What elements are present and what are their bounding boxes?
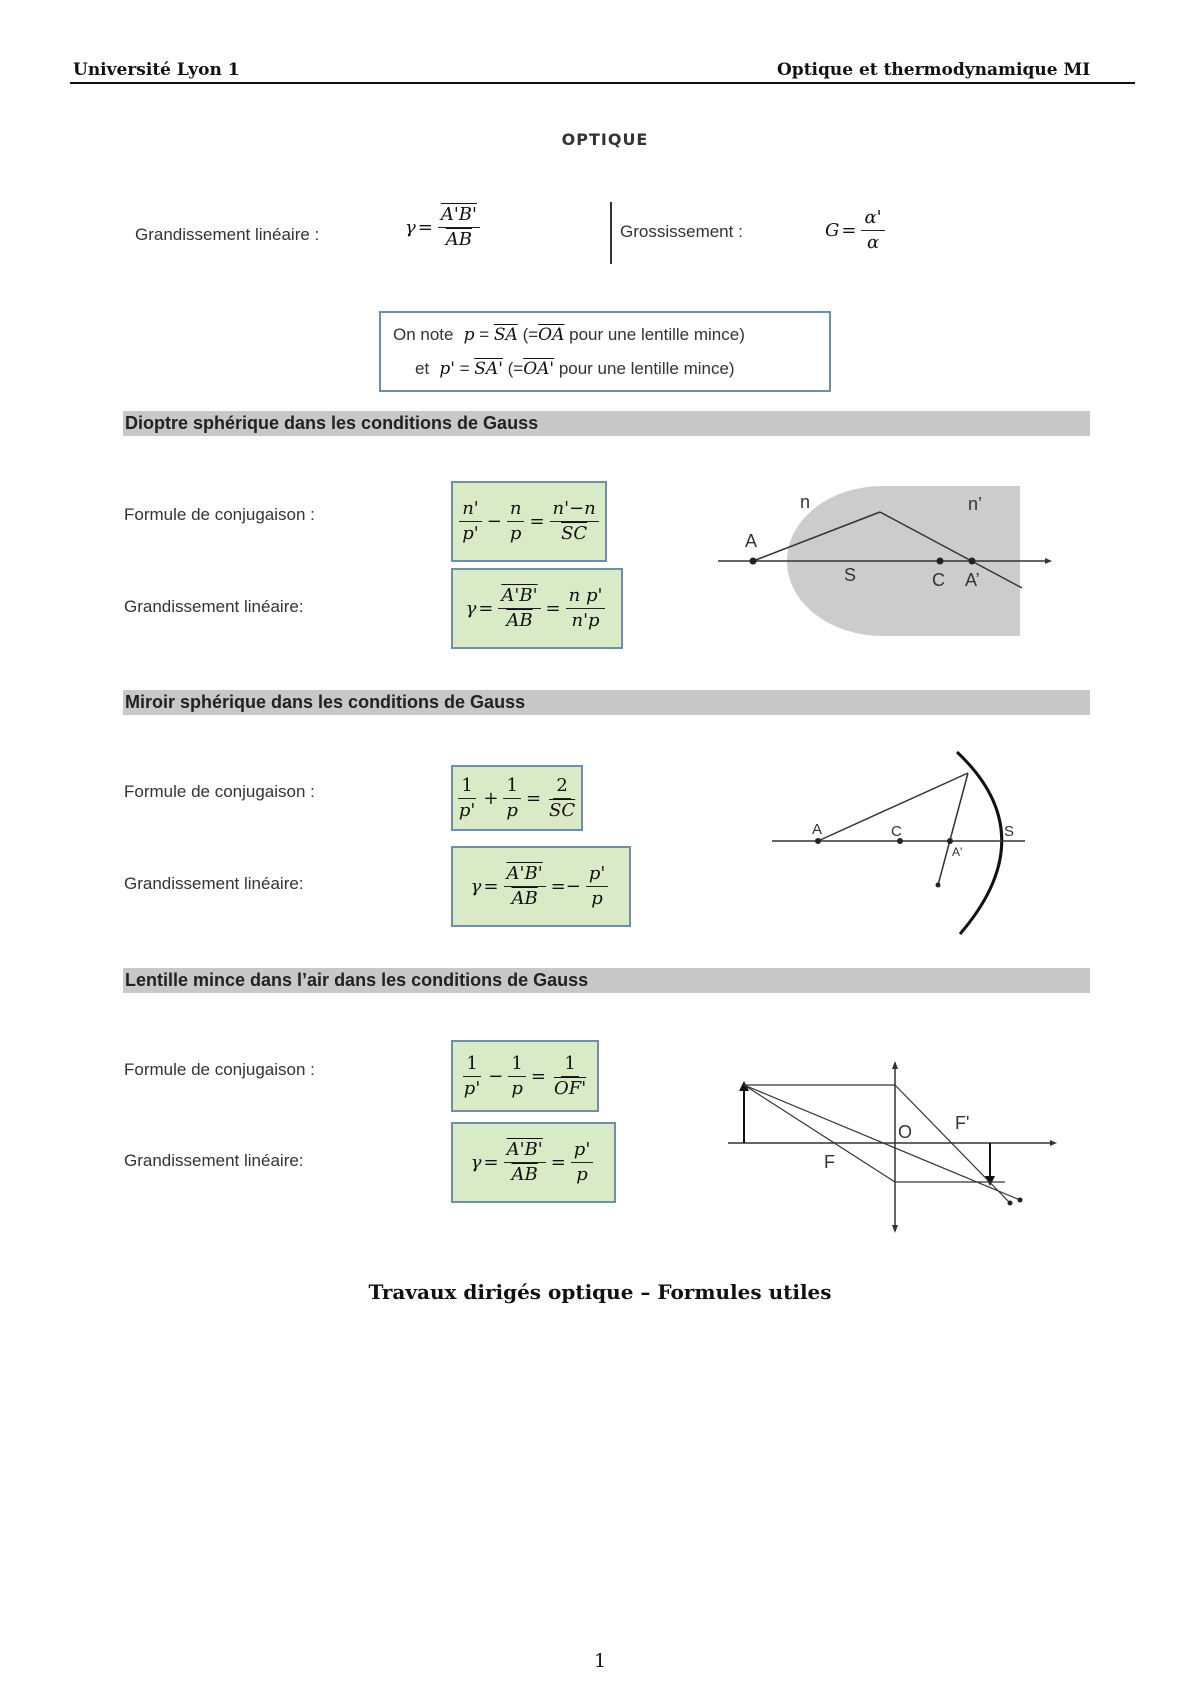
note-box: On note $p = \overline{SA}$ ($=\overline{OA}$ pour une lentille mince) et p' = SA' (=OA' pour une lentille mince) [379,311,831,392]
grandissement-formula: γ = $\frac{A'B'}{AB}$ [405,205,483,250]
ray-end-1 [1008,1201,1013,1206]
footer-title: Travaux dirigés optique – Formules utiles [368,1280,832,1304]
label-C: C [891,823,902,840]
miroir-diagram [760,740,1050,940]
label-n: n [800,492,811,512]
lentille-conjugaison-box: $\frac{1}{p'}$ − $\frac{1}{p}$ = $\frac{1}{OF'}$ [451,1040,599,1112]
header-right: Optique et thermodynamique MI [777,60,1091,80]
focal-ray [744,1085,895,1182]
header-left: Université Lyon 1 [73,60,240,80]
lentille-diagram [720,1055,1060,1240]
axis-arrow [1050,1140,1057,1146]
dioptre-diagram [700,470,1060,650]
dioptre-conjugaison-label: Formule de conjugaison : [124,505,315,524]
lens-bottom-arrow [892,1225,898,1233]
header-rule [70,82,1135,84]
grandissement-label: Grandissement linéaire : [135,225,320,244]
note-line2-suffix: pour une lentille mince) [558,359,735,378]
parallel-ray-refracted [895,1085,1010,1203]
point-A-prime [969,558,976,565]
label-A-prime: A' [952,845,963,859]
dioptre-conjugaison-box: $\frac{n'}{p'}$ − $\frac{n}{p}$ = $\frac{n'-n}{SC}$ [451,481,607,562]
note-line1-suffix: pour une lentille mince) [569,325,745,344]
ray-end-2 [1018,1198,1023,1203]
dioptre-grandissement-label: Grandissement linéaire: [124,597,304,616]
label-A-prime: A’ [965,570,980,590]
point-C [937,558,944,565]
ray-end [936,883,941,888]
page-number: 1 [593,1650,607,1672]
label-n-prime: n’ [968,494,983,514]
miroir-grandissement-box: γ = $\frac{A'B'}{AB}$ =− $\frac{p'}{p}$ [451,846,631,927]
dioptre-grandissement-box: γ = $\frac{A'B'}{AB}$ = $\frac{\text{n p'}}{n'p}$ [451,568,623,649]
label-O: O [898,1122,913,1142]
note-line2-prefix: et [415,359,430,378]
point-A-prime [947,838,953,844]
label-F: F [824,1152,835,1172]
section-dioptre-title: Dioptre sphérique dans les conditions de Gauss [123,411,1090,436]
axis-arrow [1045,558,1052,564]
label-F-prime: F' [955,1113,970,1133]
vertical-separator [610,202,612,264]
lentille-conjugaison-label: Formule de conjugaison : [124,1060,315,1079]
page-title: OPTIQUE [561,130,649,149]
spherical-mirror [957,752,1002,934]
point-A [750,558,757,565]
note-line1-prefix: On note [393,325,454,344]
label-A: A [745,531,758,551]
image-arrowhead [985,1176,995,1186]
miroir-conjugaison-box: $\frac{1}{p'}$ + $\frac{1}{p}$ = $\frac{2}{SC}$ [451,765,583,831]
label-S: S [844,565,857,585]
lentille-grandissement-label: Grandissement linéaire: [124,1151,304,1170]
section-lentille-title: Lentille mince dans l’air dans les conditions de Gauss [123,968,1090,993]
grossissement-formula: G = $\frac{\alpha'}{\alpha}$ [825,208,888,253]
grossissement-label: Grossissement : [620,222,743,241]
lentille-grandissement-box: γ = $\frac{A'B'}{AB}$ = $\frac{p'}{p}$ [451,1122,616,1203]
lens-top-arrow [892,1061,898,1069]
section-miroir-title: Miroir sphérique dans les conditions de Gauss [123,690,1090,715]
point-A [815,838,821,844]
miroir-grandissement-label: Grandissement linéaire: [124,874,304,893]
reflected-ray [938,773,968,885]
label-S: S [1004,823,1015,840]
label-A: A [812,821,823,838]
miroir-conjugaison-label: Formule de conjugaison : [124,782,315,801]
label-C: C [932,570,945,590]
